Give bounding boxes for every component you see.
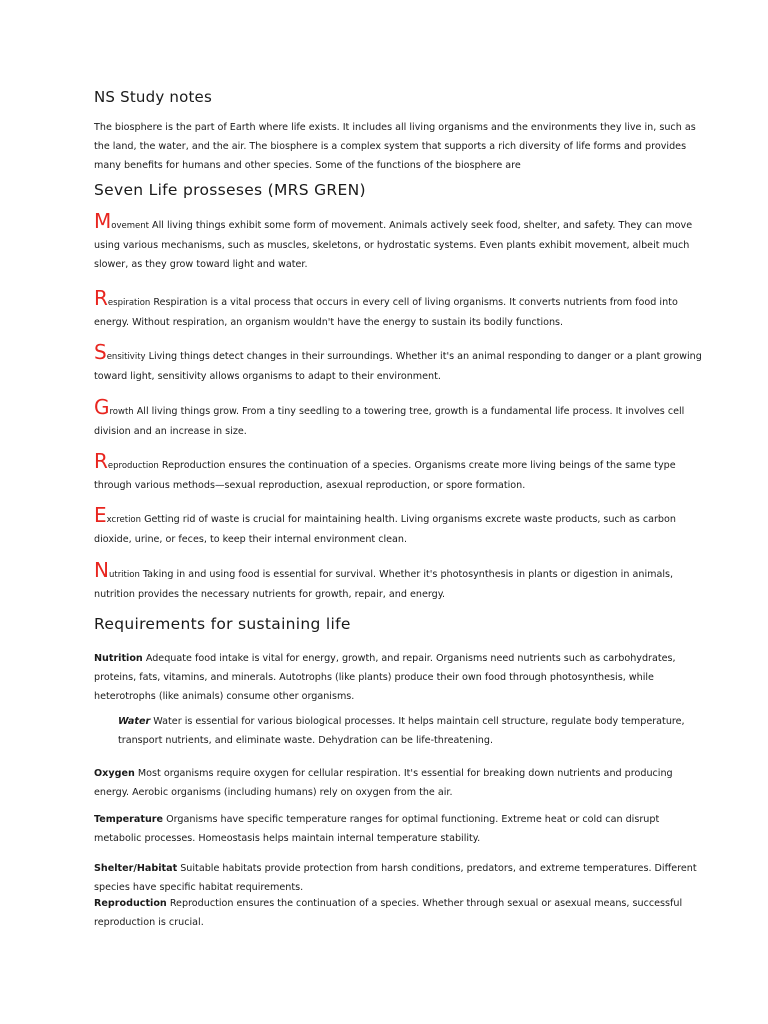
requirement-text: Adequate food intake is vital for energy, growth, and repair. Organisms need nutrients such as carbohydrates, proteins, fats, vitamins, and minerals. Autotrophs (like plants) produce their own food through photosynthesis, while heterotrophs (like animals) consume other organisms. (94, 653, 676, 702)
process-name: ovement (111, 221, 149, 231)
requirement-oxygen (94, 764, 706, 802)
requirement-text: Suitable habitats provide protection from harsh conditions, predators, and extreme temperatures. Different species have specific habitat requirements. (94, 863, 697, 893)
process-growth (94, 395, 706, 441)
process-initial: S (94, 340, 107, 364)
process-excretion (94, 503, 706, 549)
process-text: All living things grow. From a tiny seedling to a towering tree, growth is a fundamental life process. It involves cell division and an increase in size. (94, 406, 685, 437)
requirement-label: Reproduction (94, 898, 167, 909)
process-initial: N (94, 558, 109, 582)
intro-paragraph: The biosphere is the part of Earth where life exists. It includes all living organisms and the environments they live in, such as the land, the water, and the air. The biosphere is a complex system that supports a rich diversity of life forms and provides many benefits for humans and other species. Some of the functions of the biosphere are (94, 122, 696, 171)
process-name: ensitivity (106, 352, 146, 362)
seven-life-processes-heading: Seven Life prosseses (MRS GREN) (94, 181, 366, 199)
requirement-text: Water is essential for various biological processes. It helps maintain cell structure, regulate body temperature, transport nutrients, and eliminate waste. Dehydration can be life-threatening. (118, 716, 685, 746)
process-name: eproduction (107, 461, 159, 471)
process-initial: M (94, 209, 112, 233)
process-initial: R (94, 286, 108, 310)
requirements-heading: Requirements for sustaining life (94, 615, 351, 633)
process-name: rowth (109, 407, 134, 417)
process-sensitivity (94, 340, 706, 386)
process-initial: G (94, 395, 110, 419)
process-movement (94, 209, 706, 274)
requirement-temperature (94, 810, 706, 848)
process-initial: R (94, 449, 108, 473)
process-text: Living things detect changes in their surroundings. Whether it's an animal responding to danger or a plant growing toward light, sensitivity allows organisms to adapt to their environment. (94, 351, 702, 382)
process-respiration (94, 286, 706, 332)
requirement-reproduction (94, 894, 706, 932)
requirement-label: Nutrition (94, 653, 143, 664)
process-text: Getting rid of waste is crucial for maintaining health. Living organisms excrete waste products, such as carbon dioxide, urine, or feces, to keep their internal environment clean. (94, 514, 676, 545)
requirement-label: Water (118, 716, 151, 727)
requirement-nutrition (94, 649, 706, 706)
process-name: xcretion (106, 515, 142, 525)
requirement-text: Reproduction ensures the continuation of a species. Whether through sexual or asexual means, successful reproduction is crucial. (94, 898, 683, 928)
requirement-label: Shelter/Habitat (94, 863, 178, 874)
process-name: espiration (107, 298, 151, 308)
requirement-shelter-habitat (94, 859, 706, 897)
process-reproduction (94, 449, 706, 495)
requirement-text: Organisms have specific temperature ranges for optimal functioning. Extreme heat or cold can disrupt metabolic processes. Homeostasis helps maintain internal temperature stability. (94, 814, 660, 844)
process-text: Reproduction ensures the continuation of a species. Organisms create more living beings of the same type through various methods—sexual reproduction, asexual reproduction, or spore formation. (94, 460, 676, 491)
page-title: NS Study notes (94, 88, 212, 106)
requirement-text: Most organisms require oxygen for cellular respiration. It's essential for breaking down nutrients and producing energy. Aerobic organisms (including humans) rely on oxygen from the air. (94, 768, 673, 798)
process-text: Taking in and using food is essential for survival. Whether it's photosynthesis in plants or digestion in animals, nutrition provides the necessary nutrients for growth, repair, and energy. (94, 569, 674, 600)
requirement-label: Oxygen (94, 768, 135, 779)
process-text: All living things exhibit some form of movement. Animals actively seek food, shelter, and safety. They can move using various mechanisms, such as muscles, skeletons, or hydrostatic systems. Even plants exhibit movement, albeit much slower, as they grow toward light and water. (94, 220, 693, 270)
requirement-water (118, 712, 708, 750)
process-text: Respiration is a vital process that occurs in every cell of living organisms. It converts nutrients from food into energy. Without respiration, an organism wouldn't have the energy to sustain its bodily functions. (94, 297, 678, 328)
process-name: utrition (108, 570, 140, 580)
process-nutrition (94, 558, 706, 604)
process-initial: E (94, 503, 107, 527)
requirement-label: Temperature (94, 814, 164, 825)
